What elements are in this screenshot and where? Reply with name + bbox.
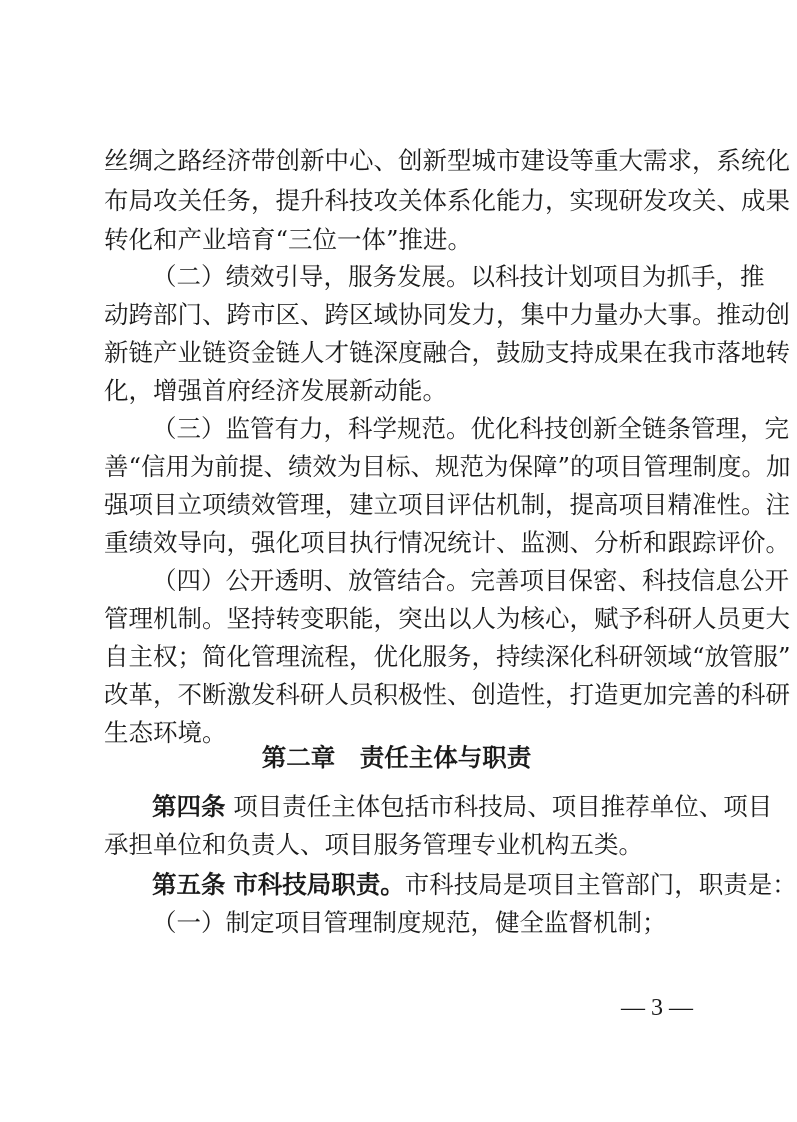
paragraph-line: 改革，不断激发科研人员积极性、创造性，打造更加完善的科研 [104, 680, 790, 709]
paragraph-line: 化，增强首府经济发展新动能。 [104, 376, 447, 405]
paragraph-line: 动跨部门、跨市区、跨区域协同发力，集中力量办大事。推动创 [104, 300, 790, 329]
paragraph-line: （三）监管有力，科学规范。优化科技创新全链条管理，完 [152, 414, 789, 443]
article-4-text: 项目责任主体包括市科技局、项目推荐单位、项目 [233, 792, 773, 821]
paragraph-line: 生态环境。 [104, 718, 227, 747]
article-5-label: 第五条 [152, 870, 226, 899]
paragraph-line: 新链产业链资金链人才链深度融合，鼓励支持成果在我市落地转 [104, 338, 790, 367]
article-4-line-2: 承担单位和负责人、项目服务管理专业机构五类。 [104, 830, 643, 859]
page-number: — 3 — [621, 995, 693, 1021]
article-5-text: 市科技局是项目主管部门，职责是： [404, 870, 797, 899]
paragraph-line: （四）公开透明、放管结合。完善项目保密、科技信息公开 [152, 566, 789, 595]
article-5-line-1 [152, 870, 797, 899]
article-4-label: 第四条 [152, 792, 226, 821]
paragraph-line: 善“信用为前提、绩效为目标、规范为保障”的项目管理制度。加 [104, 452, 791, 481]
chapter-heading: 第二章 责任主体与职责 [261, 743, 532, 772]
paragraph-line: （二）绩效引导，服务发展。以科技计划项目为抓手，推 [152, 262, 765, 291]
article-5-title: 市科技局职责。 [233, 870, 405, 899]
paragraph-line: 丝绸之路经济带创新中心、创新型城市建设等重大需求，系统化 [104, 146, 790, 175]
article-4-line-1 [152, 792, 773, 821]
paragraph-line: 强项目立项绩效管理，建立项目评估机制，提高项目精准性。注 [104, 490, 790, 519]
paragraph-line: 重绩效导向，强化项目执行情况统计、监测、分析和跟踪评价。 [104, 528, 790, 557]
paragraph-line: 自主权；简化管理流程，优化服务，持续深化科研领域“放管服” [104, 642, 791, 671]
paragraph-line: 转化和产业培育“三位一体”推进。 [104, 225, 473, 254]
item-1-line: （一）制定项目管理制度规范，健全监督机制； [152, 908, 667, 937]
paragraph-line: 管理机制。坚持转变职能，突出以人为核心，赋予科研人员更大 [104, 604, 790, 633]
paragraph-line: 布局攻关任务，提升科技攻关体系化能力，实现研发攻关、成果 [104, 186, 790, 215]
